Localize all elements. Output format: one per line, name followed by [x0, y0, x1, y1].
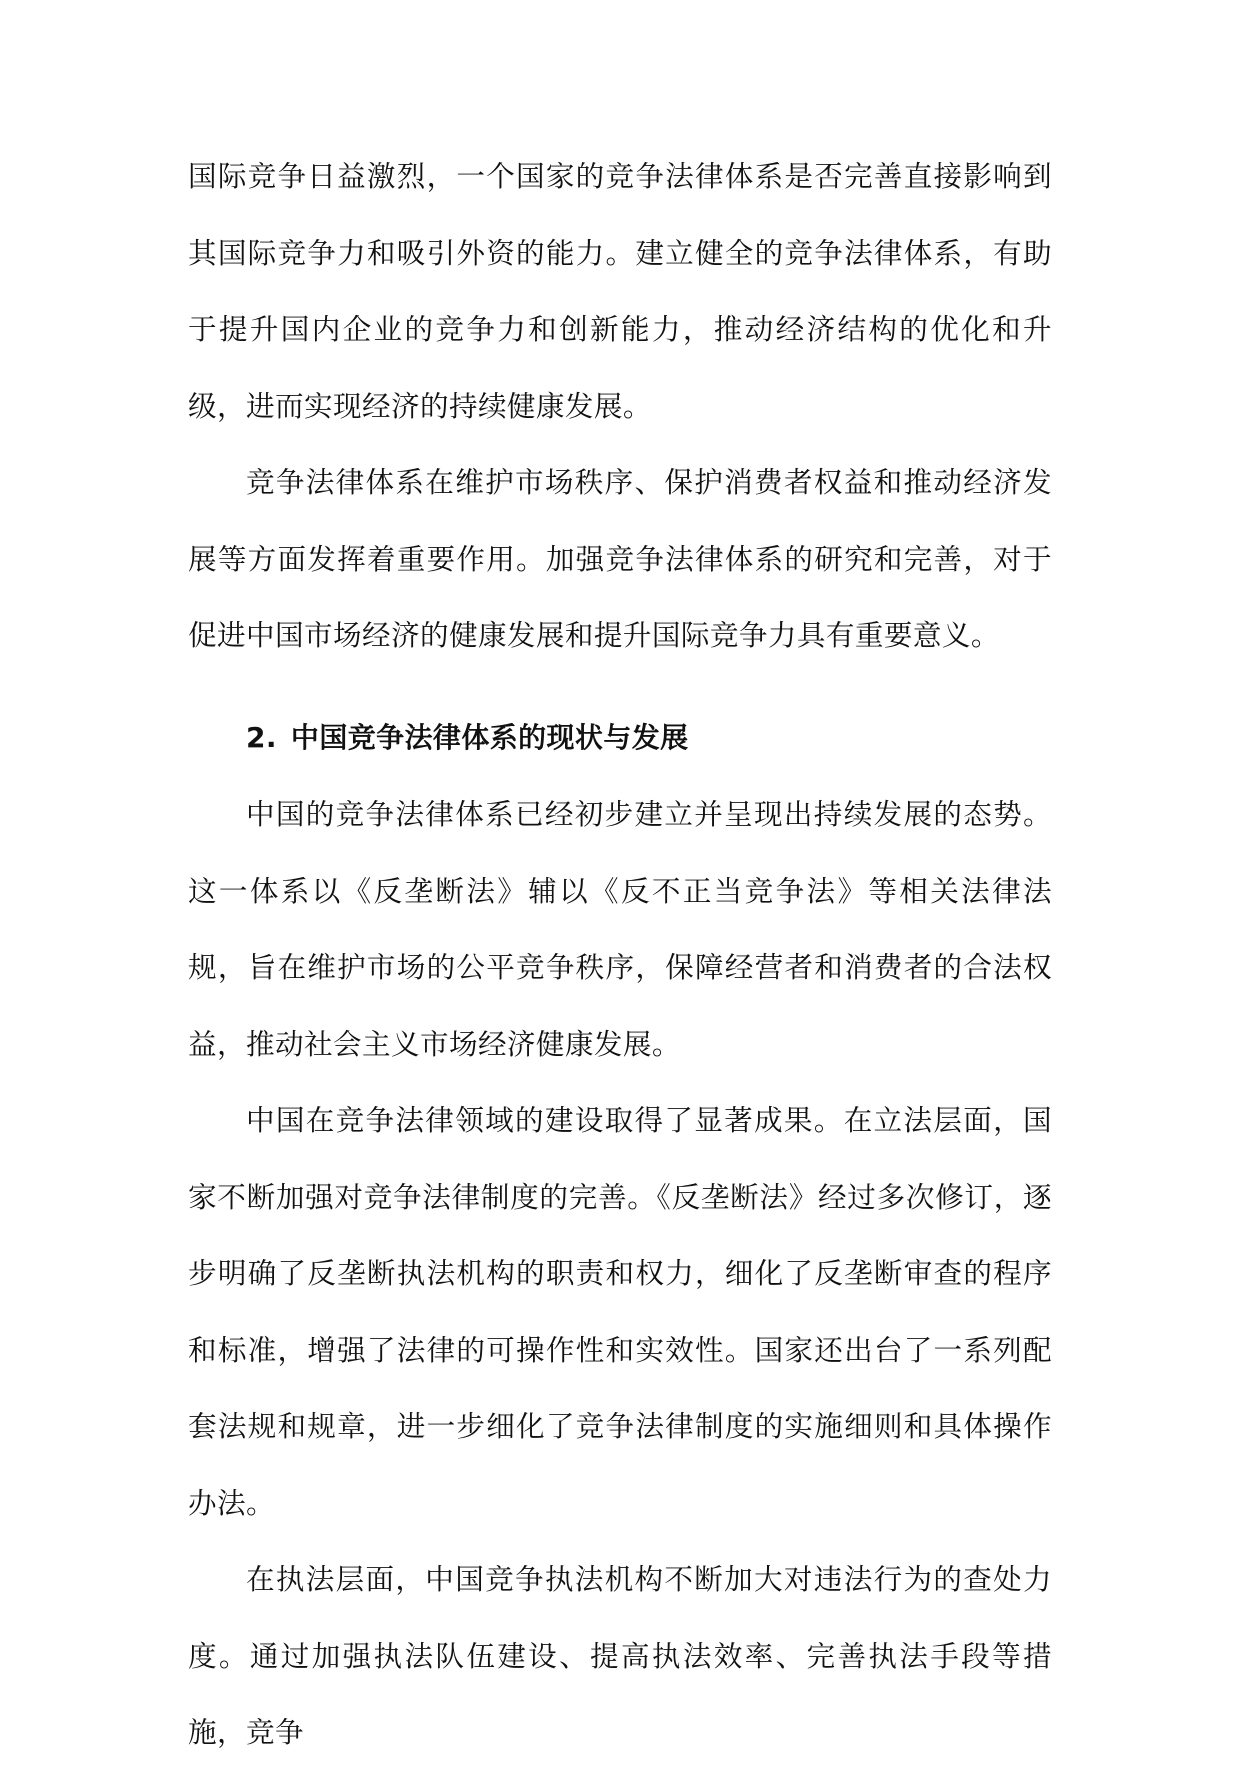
document-body: [188, 138, 1052, 1771]
paragraph-enforcement: 在执法层面，中国竞争执法机构不断加大对违法行为的查处力度。通过加强执法队伍建设、提高执法效率、完善执法手段等措施，竞争: [188, 1562, 1052, 1749]
section-heading: [188, 700, 1052, 777]
paragraph-continuation: 国际竞争日益激烈，一个国家的竞争法律体系是否完善直接影响到其国际竞争力和吸引外资的能力。建立健全的竞争法律体系，有助于提升国内企业的竞争力和创新能力，推动经济结构的优化和升级，进而实现经济的持续健康发展。: [188, 159, 1052, 423]
paragraph-role-of-competition-law: 竞争法律体系在维护市场秩序、保护消费者权益和推动经济发展等方面发挥着重要作用。加强竞争法律体系的研究和完善，对于促进中国市场经济的健康发展和提升国际竞争力具有重要意义。: [188, 465, 1052, 652]
paragraph-legislation: 中国在竞争法律领域的建设取得了显著成果。在立法层面，国家不断加强对竞争法律制度的完善。《反垄断法》经过多次修订，逐步明确了反垄断执法机构的职责和权力，细化了反垄断审查的程序和标准，增强了法律的可操作性和实效性。国家还出台了一系列配套法规和规章，进一步细化了竞争法律制度的实施细则和具体操作办法。: [188, 1103, 1052, 1520]
section-number: 2.: [246, 720, 277, 754]
section-title: 中国竞争法律体系的现状与发展: [290, 720, 689, 754]
paragraph-current-status: 中国的竞争法律体系已经初步建立并呈现出持续发展的态势。这一体系以《反垄断法》辅以《反不正当竞争法》等相关法律法规，旨在维护市场的公平竞争秩序，保障经营者和消费者的合法权益，推动社会主义市场经济健康发展。: [188, 797, 1052, 1061]
